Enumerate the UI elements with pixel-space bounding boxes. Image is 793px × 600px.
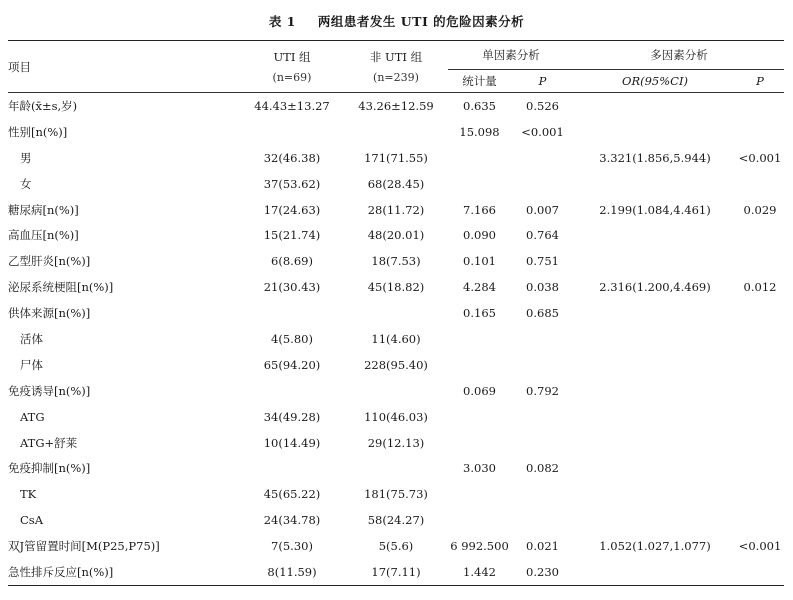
row-statistic bbox=[448, 145, 511, 171]
row-uti-value bbox=[240, 119, 344, 145]
table-row bbox=[8, 378, 784, 404]
row-p-multivariate bbox=[736, 352, 784, 378]
row-non-uti-value bbox=[344, 300, 448, 326]
row-item-label: 泌尿系统梗阻[n(%)] bbox=[8, 280, 114, 295]
risk-factor-table bbox=[8, 40, 784, 586]
row-non-uti-value: 5(5.6) bbox=[378, 539, 414, 554]
row-p-multivariate: 0.012 bbox=[743, 280, 777, 295]
table-row bbox=[8, 430, 784, 456]
row-p-univariate: 0.082 bbox=[526, 461, 559, 476]
row-item-label: 女 bbox=[20, 176, 32, 191]
row-statistic: 6 992.500 bbox=[450, 539, 509, 554]
row-p-multivariate bbox=[736, 222, 784, 248]
row-p-multivariate: <0.001 bbox=[738, 539, 782, 554]
table-row bbox=[8, 93, 784, 119]
row-non-uti-value: 58(24.27) bbox=[367, 513, 425, 528]
header-p-multivariate: P bbox=[736, 70, 784, 93]
row-or-ci bbox=[574, 171, 736, 197]
row-or-ci bbox=[574, 481, 736, 507]
row-non-uti-value: 18(7.53) bbox=[371, 254, 421, 269]
row-p-multivariate: <0.001 bbox=[738, 150, 782, 165]
row-p-univariate: 0.007 bbox=[526, 202, 559, 217]
row-p-multivariate bbox=[736, 171, 784, 197]
row-item-label: TK bbox=[20, 487, 37, 502]
row-or-ci bbox=[574, 119, 736, 145]
row-non-uti-value: 11(4.60) bbox=[371, 331, 421, 346]
row-or-ci: 3.321(1.856,5.944) bbox=[599, 150, 711, 165]
table-caption bbox=[0, 0, 793, 32]
row-p-multivariate bbox=[736, 326, 784, 352]
row-uti-value: 6(8.69) bbox=[271, 254, 313, 269]
row-p-multivariate bbox=[736, 300, 784, 326]
row-statistic: 0.090 bbox=[463, 228, 496, 243]
table-row bbox=[8, 197, 784, 223]
row-or-ci bbox=[574, 222, 736, 248]
row-p-univariate: 0.038 bbox=[526, 280, 559, 295]
header-non-uti-n: (n=239) bbox=[373, 71, 419, 84]
row-statistic bbox=[448, 171, 511, 197]
row-statistic bbox=[448, 481, 511, 507]
row-item-label: 男 bbox=[20, 150, 32, 165]
row-item-label: 糖尿病[n(%)] bbox=[8, 202, 79, 217]
row-p-univariate: 0.764 bbox=[526, 228, 559, 243]
row-uti-value: 37(53.62) bbox=[263, 176, 321, 191]
table-row bbox=[8, 326, 784, 352]
table-row bbox=[8, 404, 784, 430]
row-non-uti-value: 45(18.82) bbox=[367, 280, 425, 295]
row-item-label: 性别[n(%)] bbox=[8, 124, 68, 139]
row-or-ci bbox=[574, 93, 736, 119]
row-uti-value: 44.43±13.27 bbox=[254, 98, 330, 113]
row-or-ci bbox=[574, 559, 736, 585]
row-non-uti-value: 29(12.13) bbox=[367, 435, 425, 450]
row-non-uti-value: 110(46.03) bbox=[364, 409, 428, 424]
header-uti-n: (n=69) bbox=[272, 71, 312, 84]
row-p-univariate: 0.230 bbox=[511, 559, 574, 585]
row-item-label: ATG+舒莱 bbox=[20, 435, 78, 450]
row-or-ci bbox=[574, 455, 736, 481]
table-row bbox=[8, 300, 784, 326]
header-p-univariate: P bbox=[511, 70, 574, 93]
row-p-univariate bbox=[511, 352, 574, 378]
row-statistic bbox=[448, 326, 511, 352]
header-non-uti-label: 非 UTI 组 bbox=[369, 50, 423, 64]
row-p-multivariate bbox=[736, 404, 784, 430]
row-p-univariate: 0.526 bbox=[526, 98, 559, 113]
row-statistic: 0.069 bbox=[463, 383, 496, 398]
row-p-univariate: 0.751 bbox=[526, 254, 559, 269]
row-item-label: 双J管留置时间[M(P25,P75)] bbox=[8, 539, 160, 554]
table-row bbox=[8, 507, 784, 533]
row-item-label: 高血压[n(%)] bbox=[8, 228, 79, 243]
row-or-ci bbox=[574, 248, 736, 274]
row-item-label: 尸体 bbox=[20, 357, 43, 372]
row-p-multivariate bbox=[736, 455, 784, 481]
row-uti-value: 7(5.30) bbox=[271, 539, 313, 554]
header-non-uti-group bbox=[344, 41, 448, 93]
row-non-uti-value: 17(7.11) bbox=[344, 559, 448, 585]
table-row bbox=[8, 481, 784, 507]
row-statistic: 1.442 bbox=[448, 559, 511, 585]
row-p-multivariate bbox=[736, 119, 784, 145]
row-item-label: 供体来源[n(%)] bbox=[8, 306, 91, 321]
header-item: 项目 bbox=[8, 41, 240, 93]
row-non-uti-value: 228(95.40) bbox=[364, 357, 428, 372]
row-non-uti-value: 181(75.73) bbox=[364, 487, 428, 502]
row-statistic: 15.098 bbox=[459, 124, 500, 139]
row-uti-value: 32(46.38) bbox=[263, 150, 321, 165]
row-item-label: ATG bbox=[20, 409, 45, 424]
row-or-ci bbox=[574, 378, 736, 404]
row-non-uti-value bbox=[344, 378, 448, 404]
row-p-univariate: 0.021 bbox=[526, 539, 559, 554]
table-row bbox=[8, 533, 784, 559]
row-item-label: 急性排斥反应[n(%)] bbox=[8, 559, 240, 585]
row-non-uti-value: 48(20.01) bbox=[367, 228, 425, 243]
row-non-uti-value: 28(11.72) bbox=[367, 202, 425, 217]
row-statistic bbox=[448, 430, 511, 456]
table-row bbox=[8, 248, 784, 274]
row-statistic bbox=[448, 352, 511, 378]
row-item-label: CsA bbox=[20, 513, 44, 528]
row-item-label: 年龄(x̄±s,岁) bbox=[8, 98, 78, 113]
row-statistic: 7.166 bbox=[463, 202, 496, 217]
row-or-ci: 2.316(1.200,4.469) bbox=[599, 280, 711, 295]
row-uti-value bbox=[240, 455, 344, 481]
table-row bbox=[8, 222, 784, 248]
row-p-univariate bbox=[511, 326, 574, 352]
row-p-multivariate bbox=[736, 93, 784, 119]
row-uti-value: 45(65.22) bbox=[263, 487, 321, 502]
row-non-uti-value: 68(28.45) bbox=[367, 176, 425, 191]
row-or-ci bbox=[574, 430, 736, 456]
row-or-ci: 1.052(1.027,1.077) bbox=[599, 539, 711, 554]
row-non-uti-value bbox=[344, 455, 448, 481]
row-or-ci bbox=[574, 326, 736, 352]
row-item-label: 活体 bbox=[20, 331, 43, 346]
row-uti-value: 24(34.78) bbox=[263, 513, 321, 528]
row-p-multivariate bbox=[736, 430, 784, 456]
row-statistic bbox=[448, 404, 511, 430]
row-item-label: 免疫抑制[n(%)] bbox=[8, 461, 91, 476]
row-item-label: 免疫诱导[n(%)] bbox=[8, 383, 91, 398]
row-p-multivariate: 0.029 bbox=[743, 202, 777, 217]
row-uti-value: 65(94.20) bbox=[263, 357, 321, 372]
row-uti-value: 15(21.74) bbox=[263, 228, 321, 243]
row-p-multivariate bbox=[736, 378, 784, 404]
row-uti-value: 21(30.43) bbox=[263, 280, 321, 295]
header-uti-group bbox=[240, 41, 344, 93]
row-statistic: 4.284 bbox=[463, 280, 496, 295]
table-row bbox=[8, 455, 784, 481]
row-p-univariate bbox=[511, 145, 574, 171]
row-uti-value: 10(14.49) bbox=[263, 435, 321, 450]
row-uti-value bbox=[240, 300, 344, 326]
table-row bbox=[8, 145, 784, 171]
table-number: 表 1 bbox=[268, 14, 296, 29]
row-statistic: 3.030 bbox=[463, 461, 496, 476]
table-title: 两组患者发生 UTI 的危险因素分析 bbox=[317, 14, 525, 29]
row-non-uti-value bbox=[344, 119, 448, 145]
row-p-univariate bbox=[511, 507, 574, 533]
row-p-univariate bbox=[511, 404, 574, 430]
row-uti-value: 8(11.59) bbox=[240, 559, 344, 585]
table-row bbox=[8, 274, 784, 300]
header-multivariate: 多因素分析 bbox=[574, 41, 784, 70]
row-statistic: 0.165 bbox=[463, 306, 496, 321]
row-or-ci bbox=[574, 300, 736, 326]
table-row bbox=[8, 559, 784, 585]
row-or-ci bbox=[574, 352, 736, 378]
row-p-univariate bbox=[511, 171, 574, 197]
row-p-univariate bbox=[511, 430, 574, 456]
row-p-univariate: <0.001 bbox=[521, 124, 564, 139]
row-p-multivariate bbox=[736, 481, 784, 507]
row-item-label: 乙型肝炎[n(%)] bbox=[8, 254, 91, 269]
header-statistic: 统计量 bbox=[448, 70, 511, 93]
table-row bbox=[8, 119, 784, 145]
row-statistic: 0.635 bbox=[463, 98, 496, 113]
row-or-ci bbox=[574, 404, 736, 430]
row-uti-value: 34(49.28) bbox=[263, 409, 321, 424]
row-or-ci bbox=[574, 507, 736, 533]
row-statistic: 0.101 bbox=[463, 254, 496, 269]
row-p-multivariate bbox=[736, 507, 784, 533]
row-uti-value: 4(5.80) bbox=[271, 331, 313, 346]
row-p-univariate: 0.792 bbox=[526, 383, 559, 398]
row-non-uti-value: 43.26±12.59 bbox=[358, 98, 434, 113]
header-uti-label: UTI 组 bbox=[273, 50, 311, 64]
row-uti-value: 17(24.63) bbox=[263, 202, 321, 217]
row-or-ci: 2.199(1.084,4.461) bbox=[599, 202, 711, 217]
header-univariate: 单因素分析 bbox=[448, 41, 574, 70]
table-row bbox=[8, 352, 784, 378]
row-p-univariate: 0.685 bbox=[526, 306, 559, 321]
header-or-ci: OR(95%CI) bbox=[574, 70, 736, 93]
row-non-uti-value: 171(71.55) bbox=[364, 150, 428, 165]
row-uti-value bbox=[240, 378, 344, 404]
row-p-multivariate bbox=[736, 248, 784, 274]
row-p-univariate bbox=[511, 481, 574, 507]
row-p-multivariate bbox=[736, 559, 784, 585]
row-statistic bbox=[448, 507, 511, 533]
table-row bbox=[8, 171, 784, 197]
